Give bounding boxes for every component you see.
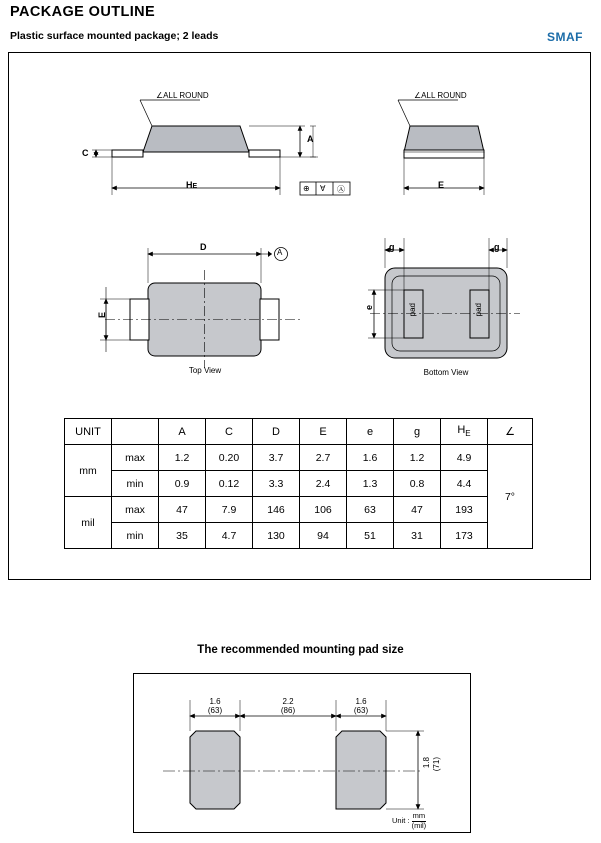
cell-E: 94 <box>300 523 347 549</box>
cell-minmax: min <box>112 523 159 549</box>
cell-A: 35 <box>159 523 206 549</box>
mount-dim-3-mm: 1.6 <box>355 697 367 706</box>
header-e: e <box>347 419 394 445</box>
header-blank <box>112 419 159 445</box>
dim-label-D: D <box>200 242 207 252</box>
unit-note-top: mm <box>412 811 426 820</box>
bottom-view-caption: Bottom View <box>423 368 469 377</box>
cell-minmax: max <box>112 445 159 471</box>
cell-A: 0.9 <box>159 471 206 497</box>
cell-HE: 4.4 <box>441 471 488 497</box>
unit-note-bottom: (mil) <box>411 820 427 830</box>
table-header-row <box>65 419 533 445</box>
mount-dim-3-mil: (63) <box>353 706 369 715</box>
cell-HE: 173 <box>441 523 488 549</box>
cell-C: 0.20 <box>206 445 253 471</box>
pad-label-right: pad <box>474 303 483 317</box>
cell-HE: 193 <box>441 497 488 523</box>
cell-C: 7.9 <box>206 497 253 523</box>
mount-dim-2-mm: 2.2 <box>282 697 294 706</box>
header-E: E <box>300 419 347 445</box>
package-code: SMAF <box>547 30 583 44</box>
cell-HE: 4.9 <box>441 445 488 471</box>
dim-label-E-end: E <box>438 180 445 190</box>
side-view-allround-note: ∠ALL ROUND <box>156 91 209 100</box>
cell-unit-mil: mil <box>65 497 112 549</box>
cell-C: 0.12 <box>206 471 253 497</box>
header-D: D <box>253 419 300 445</box>
unit-note-label: Unit : <box>392 816 410 826</box>
header-g: g <box>394 419 441 445</box>
cell-e: 1.6 <box>347 445 394 471</box>
header-HE: $H_E$ <box>441 419 488 445</box>
header-angle: ∠ <box>488 419 533 445</box>
tolerance-symbol-2: ∀ <box>320 184 326 193</box>
cell-g: 31 <box>394 523 441 549</box>
dim-label-E-top: E <box>97 312 107 319</box>
top-view-caption: Top View <box>188 366 222 375</box>
cell-C: 4.7 <box>206 523 253 549</box>
mount-height-mil: (71) <box>432 757 441 772</box>
table-row <box>65 471 533 497</box>
header-A: A <box>159 419 206 445</box>
cell-D: 146 <box>253 497 300 523</box>
datum-label-A: A <box>277 248 283 257</box>
dim-label-g-left: g <box>389 242 395 252</box>
cell-e: 1.3 <box>347 471 394 497</box>
cell-E: 2.7 <box>300 445 347 471</box>
cell-g: 47 <box>394 497 441 523</box>
cell-e: 51 <box>347 523 394 549</box>
cell-E: 2.4 <box>300 471 347 497</box>
cell-D: 3.7 <box>253 445 300 471</box>
cell-D: 130 <box>253 523 300 549</box>
cell-unit-mm: mm <box>65 445 112 497</box>
mount-height-mm: 1.8 <box>422 757 431 769</box>
cell-D: 3.3 <box>253 471 300 497</box>
end-view-allround-note: ∠ALL ROUND <box>414 91 467 100</box>
page-subtitle: Plastic surface mounted package; 2 leads <box>10 30 219 42</box>
dimension-table <box>64 418 533 549</box>
header-C: C <box>206 419 253 445</box>
cell-minmax: max <box>112 497 159 523</box>
cell-A: 47 <box>159 497 206 523</box>
table-row <box>65 523 533 549</box>
table-row <box>65 497 533 523</box>
cell-angle: 7° <box>488 445 533 549</box>
dim-label-HE: HE <box>186 180 198 190</box>
header-unit: UNIT <box>65 419 112 445</box>
cell-E: 106 <box>300 497 347 523</box>
mount-dim-2-mil: (86) <box>280 706 296 715</box>
cell-g: 1.2 <box>394 445 441 471</box>
mounting-pad-title: The recommended mounting pad size <box>197 644 404 656</box>
cell-e: 63 <box>347 497 394 523</box>
mount-dim-1-mm: 1.6 <box>209 697 221 706</box>
dim-label-e: e <box>364 305 374 311</box>
table-row <box>65 445 533 471</box>
cell-minmax: min <box>112 471 159 497</box>
dim-label-C: C <box>82 148 89 158</box>
mounting-unit-note <box>392 812 426 830</box>
mount-dim-1-mil: (63) <box>207 706 223 715</box>
page-title: PACKAGE OUTLINE <box>10 4 156 20</box>
dim-label-A: A <box>307 134 314 144</box>
tolerance-symbol-1: ⊕ <box>303 184 310 193</box>
cell-g: 0.8 <box>394 471 441 497</box>
dim-label-g-right: g <box>494 242 500 252</box>
tolerance-symbol-3: Ⓐ <box>337 185 345 194</box>
pad-label-left: pad <box>408 303 417 317</box>
cell-A: 1.2 <box>159 445 206 471</box>
